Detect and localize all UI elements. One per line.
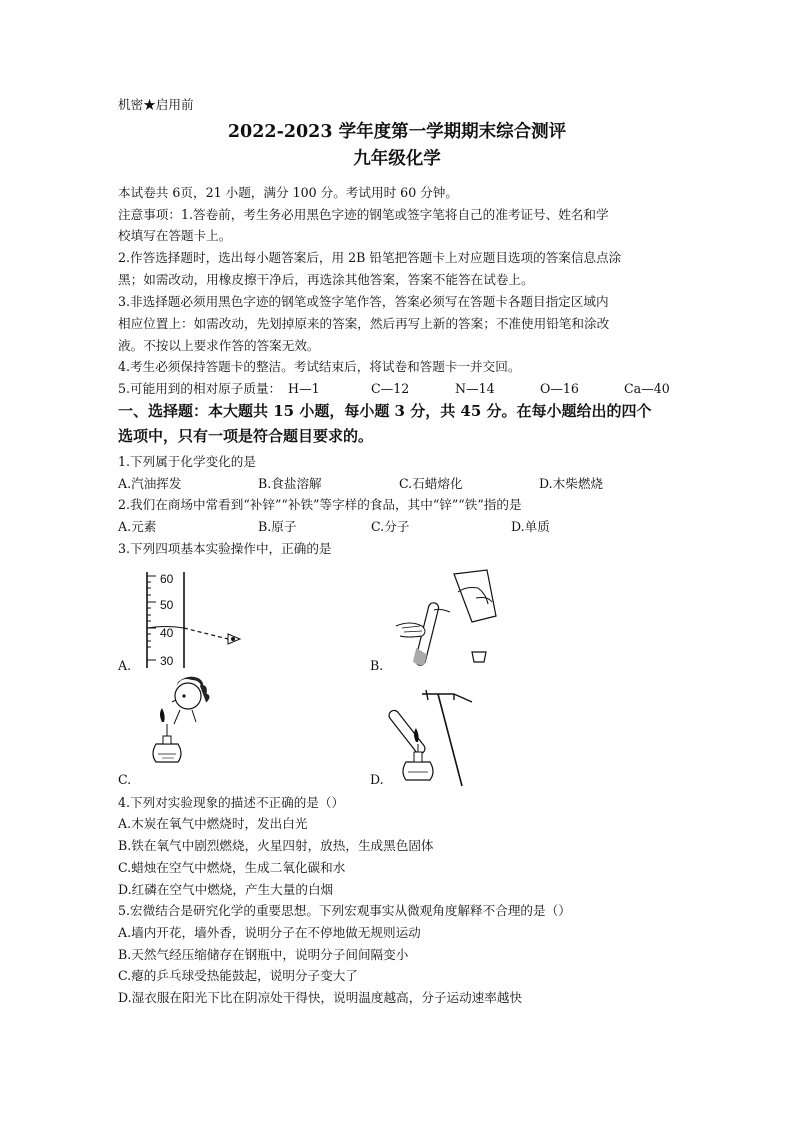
instruction-line: 相应位置上：如需改动，先划掉原来的答案，然后再写上新的答案；不准使用铅笔和涂改 [118,316,610,331]
instruction-line: 本试卷共 6页，21 小题，满分 100 分。考试用时 60 分钟。 [118,185,458,200]
cylinder-tick-label: 30 [160,654,174,668]
q3-label-d: D. [370,772,384,787]
atomic-mass-ca: Ca—40 [624,381,670,396]
atomic-mass-n: N—14 [455,381,495,396]
q3-label-c: C. [118,772,132,787]
question-2-stem: 2.我们在商场中常看到“补锌”“补铁”等字样的食品，其中“锌”“铁”指的是 [118,497,522,512]
blowing-out-lamp-figure [140,678,220,778]
cylinder-tick-label: 50 [160,598,174,612]
instruction-line: 3.非选择题必须用黑色字迹的钢笔或签字笔作答，答案必须写在答题卡各题目指定区域内 [118,294,609,309]
q1-option-a: A.汽油挥发 [118,476,182,491]
question-4-stem: 4.下列对实验现象的描述不正确的是（） [118,795,345,810]
section-heading: 一、选择题：本大题共 15 小题，每小题 3 分，共 45 分。在每小题给出的四个 [118,402,652,420]
q2-option-d: D.单质 [511,519,550,534]
atomic-mass-c: C—12 [371,381,410,396]
question-1-stem: 1.下列属于化学变化的是 [118,454,256,469]
exam-title: 2022-2023 学年度第一学期期末综合测评 [227,122,567,142]
q3-label-a: A. [118,658,132,673]
atomic-mass-h: H—1 [288,381,320,396]
q2-option-b: B.原子 [258,519,297,534]
section-heading-cont: 选项中，只有一项是符合题目要求的。 [118,427,374,445]
q4-option-a: A.木炭在氧气中燃烧时，发出白光 [118,816,308,831]
cylinder-tick-label: 40 [160,626,174,640]
exam-subject: 九年级化学 [353,149,441,169]
q4-option-b: B.铁在氧气中剧烈燃烧，火星四射，放热，生成黑色固体 [118,838,434,853]
q5-option-c: C.瘪的乒乓球受热能鼓起，说明分子变大了 [118,968,358,983]
q1-option-c: C.石蜡熔化 [399,476,463,491]
instruction-line: 液。不按以上要求作答的答案无效。 [118,338,320,353]
q2-option-a: A.元素 [118,519,157,534]
q5-option-d: D.湿衣服在阳光下比在阴凉处干得快，说明温度越高，分子运动速率越快 [118,990,523,1005]
atomic-mass-label: 5.可能用到的相对原子质量： [118,381,282,396]
pouring-liquid-figure [392,568,507,668]
q2-option-c: C.分子 [371,519,410,534]
question-3-stem: 3.下列四项基本实验操作中，正确的是 [118,541,332,556]
confidential-mark: 机密★启用前 [118,97,194,112]
q5-option-b: B.天然气经压缩储存在钢瓶中，说明分子间间隔变小 [118,947,409,962]
heating-test-tube-figure [388,690,478,790]
q5-option-a: A.墙内开花，墙外香，说明分子在不停地做无规则运动 [118,925,421,940]
q1-option-d: D.木柴燃烧 [539,476,604,491]
atomic-mass-o: O—16 [540,381,579,396]
instruction-line: 黑；如需改动，用橡皮擦干净后，再选涂其他答案，答案不能答在试卷上。 [118,272,534,287]
q4-option-d: D.红磷在空气中燃烧，产生大量的白烟 [118,882,334,897]
instruction-line: 注意事项：1.答卷前，考生务必用黑色字迹的钢笔或签字笔将自己的准考证号、姓名和学 [118,207,609,222]
question-5-stem: 5.宏微结合是研究化学的重要思想。下列宏观事实从微观角度解释不合理的是（） [118,903,571,918]
graduated-cylinder-figure [140,572,270,672]
instruction-line: 2.作答选择题时，选出每小题答案后，用 2B 铅笔把答题卡上对应题目选项的答案信息点涂 [118,250,622,265]
instruction-line: 校填写在答题卡上。 [118,228,232,243]
q4-option-c: C.蜡烛在空气中燃烧，生成二氧化碳和水 [118,860,346,875]
q1-option-b: B.食盐溶解 [258,476,322,491]
cylinder-tick-label: 60 [160,572,174,586]
q3-label-b: B. [370,658,384,673]
instruction-line: 4.考生必须保持答题卡的整洁。考试结束后，将试卷和答题卡一并交回。 [118,359,521,374]
